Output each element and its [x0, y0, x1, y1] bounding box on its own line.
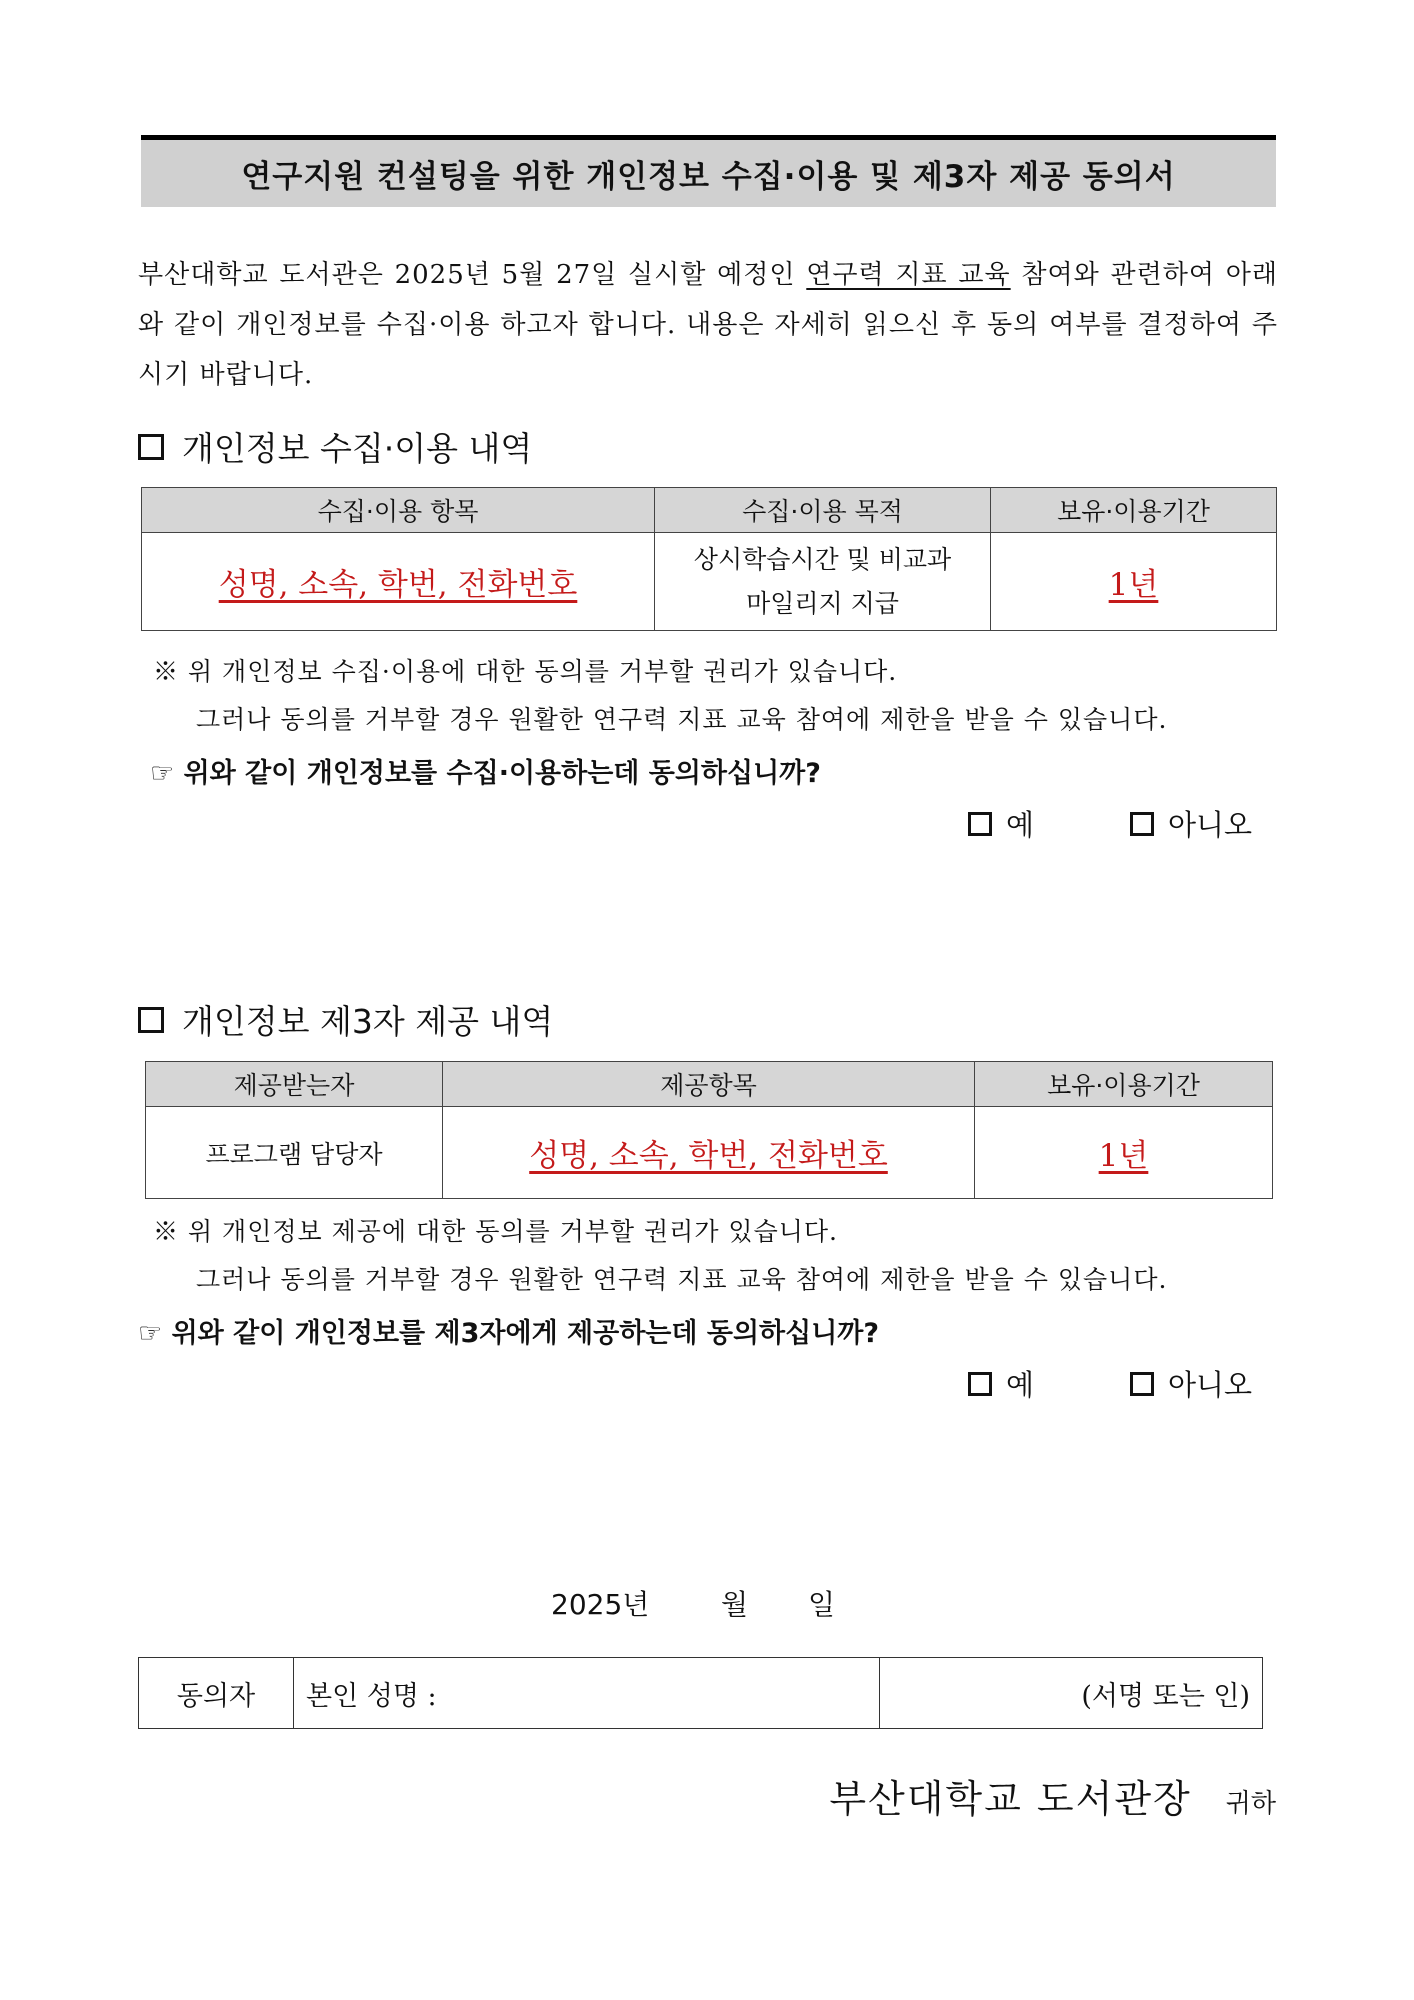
header-retention-period: 보유·이용기간 [975, 1062, 1273, 1107]
table-header-row [146, 1062, 1273, 1107]
section1-note-1: ※ 위 개인정보 수집·이용에 대한 동의를 거부할 권리가 있습니다. [153, 657, 898, 686]
document-title: 연구지원 컨설팅을 위한 개인정보 수집·이용 및 제3자 제공 동의서 [241, 159, 1176, 195]
section1-no-label: 아니오 [1168, 808, 1253, 842]
header-provided-items: 제공항목 [443, 1062, 975, 1107]
section2-consent-choices [968, 1363, 1252, 1404]
header-collection-purpose: 수집·이용 목적 [655, 488, 991, 533]
section1-note-2: 그러나 동의를 거부할 경우 원활한 연구력 지표 교육 참여에 제한을 받을 수 있습니다. [196, 705, 1168, 734]
section1-yes-option[interactable] [968, 803, 1034, 844]
retention-period: 1년 [1108, 567, 1159, 603]
section1-heading-text: 개인정보 수집·이용 내역 [182, 429, 533, 468]
section2-yes-label: 예 [1006, 1368, 1035, 1402]
section2-heading [138, 996, 553, 1043]
consenter-label: 동의자 [139, 1658, 294, 1729]
header-recipient: 제공받는자 [146, 1062, 443, 1107]
section1-yes-label: 예 [1006, 808, 1035, 842]
signature-field[interactable] [880, 1658, 1263, 1729]
third-party-table [145, 1061, 1273, 1199]
footer-org: 부산대학교 도서관장 [829, 1777, 1192, 1821]
footer-suffix: 귀하 [1225, 1789, 1276, 1819]
retention-period: 1년 [1098, 1138, 1149, 1174]
section1-bullet-checkbox [138, 434, 164, 460]
purpose-line-1: 상시학습시간 및 비교과 [693, 544, 952, 574]
section1-consent-choices [968, 803, 1252, 844]
section2-no-label: 아니오 [1168, 1368, 1253, 1402]
section2-heading-text: 개인정보 제3자 제공 내역 [182, 1002, 554, 1041]
header-retention-period: 보유·이용기간 [991, 488, 1277, 533]
intro-highlight: 연구력 지표 교육 [806, 260, 1011, 290]
section1-heading [138, 423, 532, 470]
recipient: 프로그램 담당자 [146, 1107, 443, 1199]
section2-no-option[interactable] [1130, 1363, 1252, 1404]
collected-items: 성명, 소속, 학번, 전화번호 [218, 567, 578, 603]
name-field[interactable] [294, 1658, 880, 1729]
name-field-label: 본인 성명 : [306, 1680, 437, 1712]
collection-table [141, 487, 1277, 631]
section2-yes-option[interactable] [968, 1363, 1034, 1404]
date-month: 월 [721, 1588, 749, 1621]
section2-note-1: ※ 위 개인정보 제공에 대한 동의를 거부할 권리가 있습니다. [153, 1217, 838, 1246]
section2-yes-checkbox[interactable] [968, 1372, 992, 1396]
section2-no-checkbox[interactable] [1130, 1372, 1154, 1396]
signature-table [138, 1657, 1263, 1729]
header-collection-items: 수집·이용 항목 [142, 488, 655, 533]
document-title-bar [141, 135, 1276, 207]
date-day: 일 [808, 1588, 836, 1621]
intro-text-before: 부산대학교 도서관은 2025년 5월 27일 실시할 예정인 [138, 260, 807, 290]
table-row [142, 533, 1277, 631]
date-year: 2025년 [551, 1588, 650, 1621]
table-row [146, 1107, 1273, 1199]
section1-no-checkbox[interactable] [1130, 812, 1154, 836]
section1-yes-checkbox[interactable] [968, 812, 992, 836]
intro-paragraph [138, 250, 1278, 400]
signature-hint: (서명 또는 인) [1081, 1680, 1250, 1712]
section2-note-2: 그러나 동의를 거부할 경우 원활한 연구력 지표 교육 참여에 제한을 받을 수 있습니다. [196, 1265, 1168, 1294]
section2-bullet-checkbox [138, 1007, 164, 1033]
intro-text-after: 참여와 관련하여 아래와 같이 개인정보를 수집·이용 하고자 합니다. 내용은 자세히 읽으신 후 동의 여부를 결정하여 주시기 바랍니다. [138, 260, 1278, 390]
purpose-line-2: 마일리지 지급 [746, 588, 899, 618]
provided-items: 성명, 소속, 학번, 전화번호 [529, 1138, 888, 1174]
section2-question: ☞ 위와 같이 개인정보를 제3자에게 제공하는데 동의하십니까? [138, 1318, 880, 1349]
section1-no-option[interactable] [1130, 803, 1252, 844]
section1-question: ☞ 위와 같이 개인정보를 수집·이용하는데 동의하십니까? [150, 758, 821, 789]
table-header-row [142, 488, 1277, 533]
footer-addressee [829, 1768, 1276, 1823]
